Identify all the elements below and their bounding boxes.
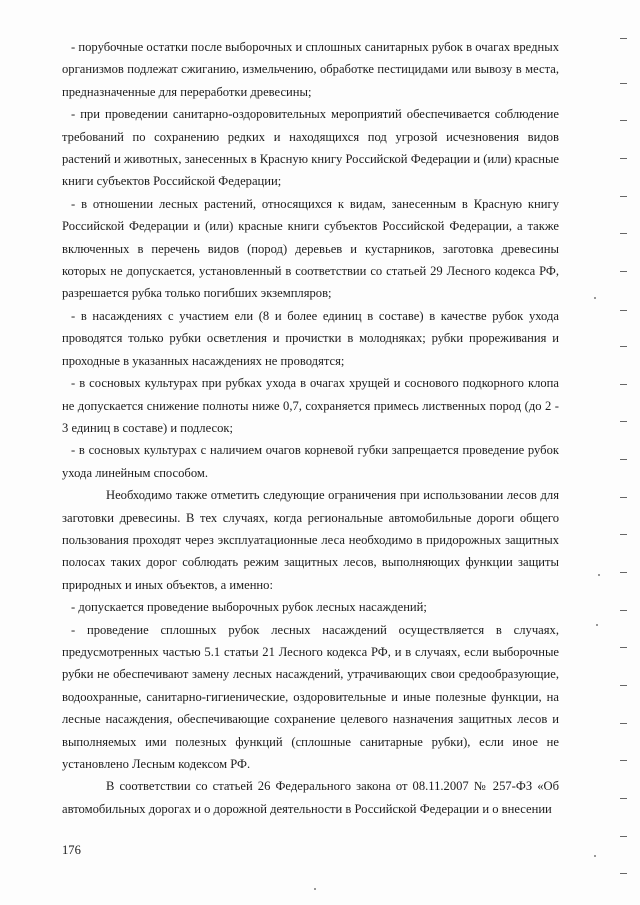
scan-mark: [620, 459, 627, 460]
scan-mark: [620, 873, 627, 874]
scan-mark: [620, 83, 627, 84]
scan-speck: [594, 855, 596, 857]
scan-mark: [620, 534, 627, 535]
paragraph-3: - в отношении лесных растений, относящихся к видам, занесенным в Красную книгу Российской Федерации и (или) красные книги субъектов Российской Федерации, а также включенных в перечень видов (пород) деревьев и кустарников, заготовка древесины которых не допускается, установленный в соответствии со статьей 29 Лесного кодекса РФ, разрешается рубка только погибших экземпляров;: [62, 196, 559, 301]
scan-speck: [594, 297, 596, 299]
paragraph-1: - порубочные остатки после выборочных и сплошных санитарных рубок в очагах вредных организмов подлежат сжиганию, измельчению, обработке пестицидами или вывозу в места, предназначенные для переработки древесины;: [62, 40, 559, 99]
body-text: [62, 36, 559, 820]
scan-mark: [620, 346, 627, 347]
paragraph-7: Необходимо также отметить следующие ограничения при использовании лесов для заготовки древесины. В тех случаях, когда региональные автомобильные дороги общего пользования проходят через эксплуатационные леса необходимо в придорожных защитных полосах таких дорог соблюдать режим защитных лесов, выполняющих функции защиты природных и иных объектов, а именно:: [62, 488, 559, 592]
scan-mark: [620, 384, 627, 385]
scan-mark: [620, 38, 627, 39]
scan-mark: [620, 572, 627, 573]
paragraph-8: - допускается проведение выборочных рубок лесных насаждений;: [71, 600, 427, 615]
paragraph-2: - при проведении санитарно-оздоровительных мероприятий обеспечивается соблюдение требований по сохранению редких и находящихся под угрозой исчезновения видов растений и животных, занесенных в Красную книгу Российской Федерации и (или) красные книги субъектов Российской Федерации;: [62, 107, 559, 189]
paragraph-9: - проведение сплошных рубок лесных насаждений осуществляется в случаях, предусмотренных частью 5.1 статьи 21 Лесного кодекса РФ, и в случаях, если выборочные рубки не обеспечивают замену лесных насаждений, утрачивающих свои средообразующие, водоохранные, санитарно-гигиенические, оздоровительные и иные полезные функции, на лесные насаждения, обеспечивающие сохранение целевого назначения защитных лесов и выполняемых ими полезных функций (сплошные санитарные рубки), если иное не установлено Лесным кодексом РФ.: [62, 622, 559, 771]
scan-mark: [620, 421, 627, 422]
scan-mark: [620, 271, 627, 272]
scan-mark: [620, 798, 627, 799]
scan-mark: [620, 836, 627, 837]
scan-speck: [596, 624, 598, 626]
scan-mark: [620, 647, 627, 648]
scan-mark: [620, 120, 627, 121]
page-number: 176: [62, 843, 81, 857]
scan-speck: [598, 574, 600, 576]
scan-mark: [620, 158, 627, 159]
scan-speck: [314, 888, 316, 890]
scan-mark: [620, 497, 627, 498]
scan-mark: [620, 685, 627, 686]
scan-mark: [620, 310, 627, 311]
paragraph-10: В соответствии со статьей 26 Федерального закона от 08.11.2007 № 257-ФЗ «Об автомобильных дорогах и о дорожной деятельности в Российской Федерации и о внесении: [62, 779, 559, 816]
paragraph-6: - в сосновых культурах с наличием очагов корневой губки запрещается проведение рубок ухода линейным способом.: [62, 443, 559, 480]
scan-mark: [620, 723, 627, 724]
scan-mark: [620, 760, 627, 761]
scan-mark: [620, 233, 627, 234]
scan-mark: [620, 196, 627, 197]
paragraph-4: - в насаждениях с участием ели (8 и более единиц в составе) в качестве рубок ухода проводятся только рубки осветления и прочистки в молодняках; рубки прореживания и проходные в указанных насаждениях не проводятся;: [62, 308, 559, 368]
scan-mark: [620, 610, 627, 611]
paragraph-5: - в сосновых культурах при рубках ухода в очагах хрущей и соснового подкорного клопа не допускается снижение полноты ниже 0,7, сохраняется примесь лиственных пород (до 2 - 3 единиц в составе) и подлесок;: [62, 376, 559, 435]
